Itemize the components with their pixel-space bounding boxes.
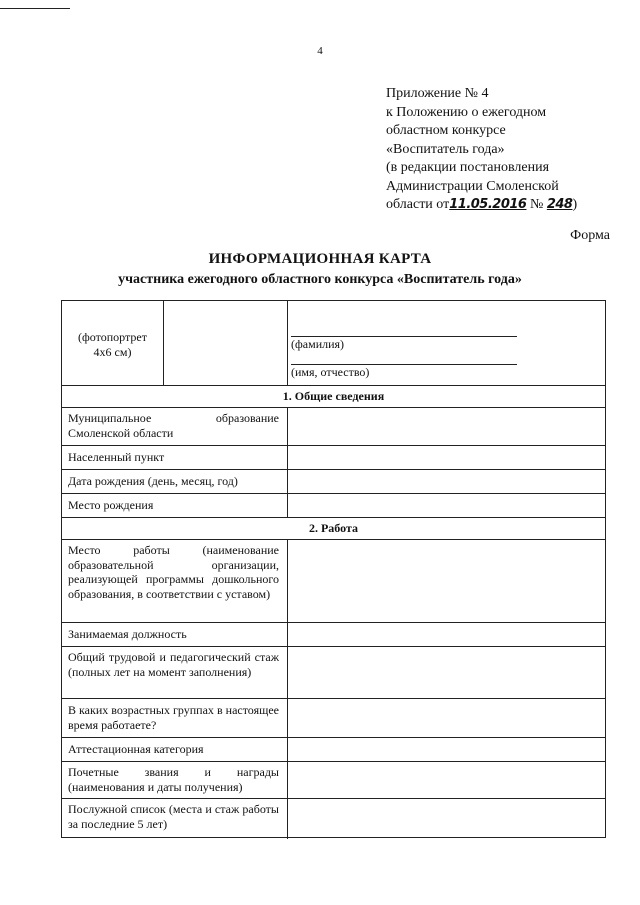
- handwritten-date: 11.05.2016: [449, 197, 527, 212]
- row-border: [62, 798, 605, 799]
- handwritten-number: 248: [546, 197, 573, 212]
- document-subtitle: участника ежегодного областного конкурса «Воспитатель года»: [118, 272, 522, 287]
- label-birth-place: Место рождения: [68, 498, 154, 512]
- label-position: Занимаемая должность: [68, 627, 187, 641]
- row-border: [62, 407, 605, 408]
- surname-caption: (фамилия): [291, 337, 345, 351]
- photo-caption-line: 4х6 см): [93, 345, 132, 359]
- appendix-line: Приложение № 4: [386, 86, 489, 101]
- label-municipality: Муниципальное образование Смоленской области: [68, 411, 279, 440]
- label-age-groups: В каких возрастных группах в настоящее время работаете?: [68, 703, 279, 732]
- label-service-record: Послужной список (места и стаж работы за последние 5 лет): [68, 802, 279, 831]
- document-title: ИНФОРМАЦИОННАЯ КАРТА: [208, 251, 432, 267]
- page-number: 4: [317, 45, 323, 57]
- appendix-close: ): [572, 197, 578, 212]
- row-border: [62, 737, 605, 738]
- label-awards: Почетные звания и награды (наименования и даты получения): [68, 765, 279, 794]
- appendix-line: к Положению о ежегодном: [386, 104, 547, 120]
- photo-right-divider: [287, 301, 288, 385]
- label-workplace: Место работы (наименование образовательной организации, реализующей программы дошкольного образования, в соответствии с уставом): [68, 543, 279, 601]
- appendix-line: областном конкурсе: [386, 123, 506, 138]
- info-card-table: [61, 300, 606, 838]
- section-work: 2. Работа: [308, 521, 359, 535]
- row-border: [62, 761, 605, 762]
- label-birth-date: Дата рождения (день, месяц, год): [68, 474, 238, 488]
- photo-caption-line: (фотопортрет: [78, 330, 147, 344]
- appendix-line: Администрации Смоленской: [386, 178, 559, 194]
- appendix-prefix: области от: [386, 197, 450, 212]
- photo-placeholder: [62, 301, 163, 385]
- row-border: [62, 539, 605, 540]
- name-caption: (имя, отчество): [291, 365, 370, 379]
- label-category: Аттестационная категория: [68, 742, 204, 756]
- row-border: [62, 622, 605, 623]
- row-border: [62, 517, 605, 518]
- appendix-line: «Воспитатель года»: [386, 141, 505, 157]
- row-border: [62, 698, 605, 699]
- top-rule: [0, 8, 70, 9]
- row-border: [62, 646, 605, 647]
- appendix-note: [386, 85, 577, 215]
- label-settlement: Населенный пункт: [68, 450, 165, 464]
- row-border: [62, 469, 605, 470]
- section-general: 1. Общие сведения: [282, 389, 385, 403]
- row-border: [62, 445, 605, 446]
- row-border: [62, 385, 605, 386]
- row-border: [62, 493, 605, 494]
- appendix-date-line: [386, 196, 577, 215]
- label-experience: Общий трудовой и педагогический стаж (полных лет на момент заполнения): [68, 650, 279, 679]
- number-sign: №: [529, 197, 544, 212]
- column-divider: [287, 407, 288, 517]
- column-divider: [287, 539, 288, 839]
- form-label: Форма: [570, 228, 610, 243]
- appendix-line: (в редакции постановления: [386, 160, 550, 175]
- photo-divider: [163, 301, 164, 385]
